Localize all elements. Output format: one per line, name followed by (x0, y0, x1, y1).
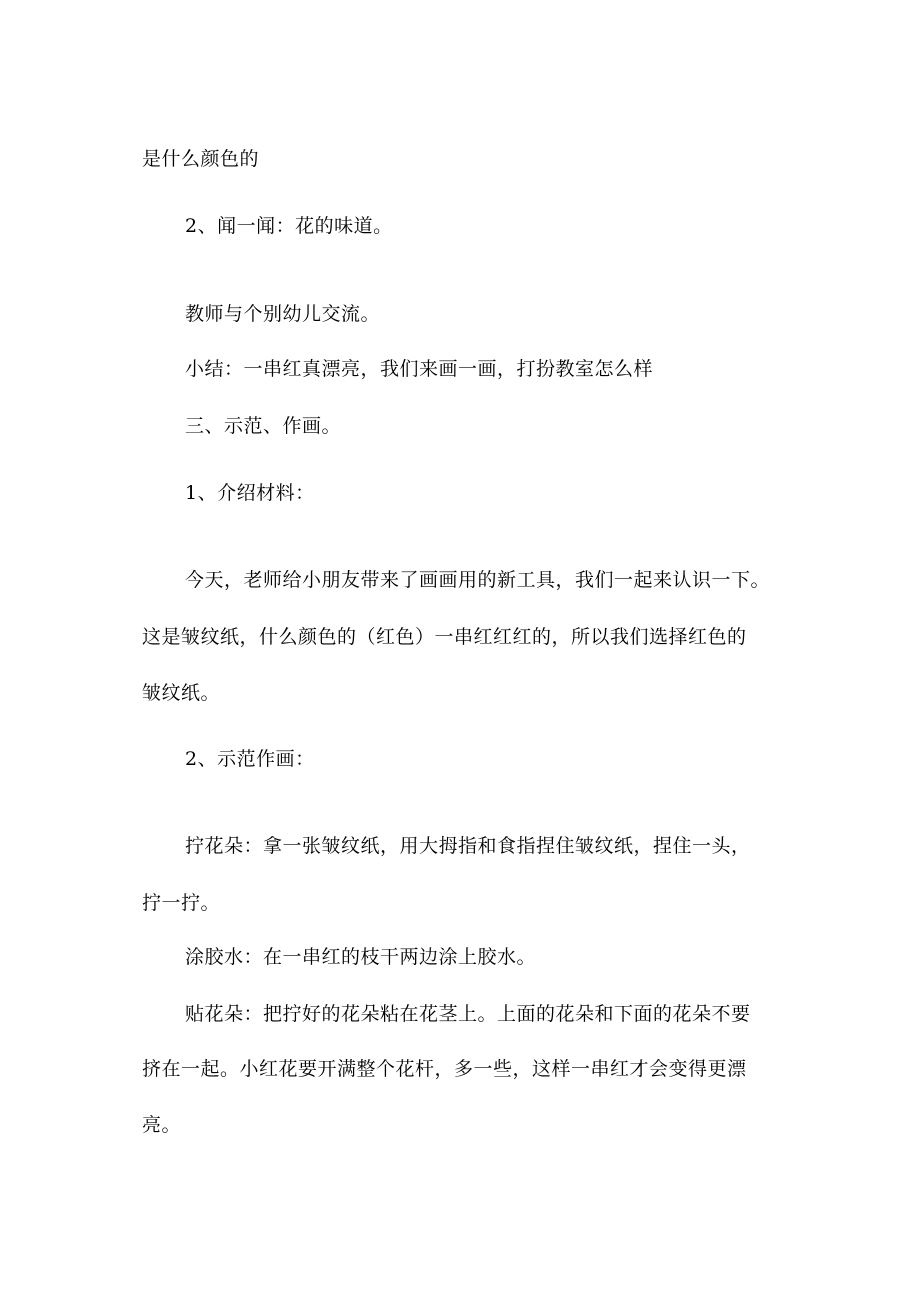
text-line: 2、闻一闻：花的味道。 (185, 215, 393, 237)
text-line: 小结：一串红真漂亮，我们来画一画，打扮教室怎么样 (185, 358, 654, 380)
subsection-heading: 1、介绍材料： (185, 482, 315, 504)
text-line: 皱纹纸。 (142, 682, 221, 704)
text-line: 挤在一起。小红花要开满整个花杆，多一些，这样一串红才会变得更漂 (142, 1058, 747, 1080)
section-heading: 三、示范、作画。 (185, 415, 342, 437)
text-line: 今天，老师给小朋友带来了画画用的新工具，我们一起来认识一下。 (185, 569, 771, 591)
text-line: 教师与个别幼儿交流。 (185, 303, 381, 325)
text-line: 亮。 (142, 1114, 182, 1136)
text-line: 涂胶水：在一串红的枝干两边涂上胶水。 (185, 946, 537, 968)
text-line: 这是皱纹纸，什么颜色的（红色）一串红红红的，所以我们选择红色的 (142, 626, 747, 648)
text-line: 拧花朵：拿一张皱纹纸，用大拇指和食指捏住皱纹纸，捏住一头， (185, 835, 751, 857)
text-line: 拧一拧。 (142, 892, 221, 914)
text-line: 是什么颜色的 (142, 148, 260, 170)
subsection-heading: 2、示范作画： (185, 748, 315, 770)
text-line: 贴花朵：把拧好的花朵粘在花茎上。上面的花朵和下面的花朵不要 (185, 1003, 751, 1025)
